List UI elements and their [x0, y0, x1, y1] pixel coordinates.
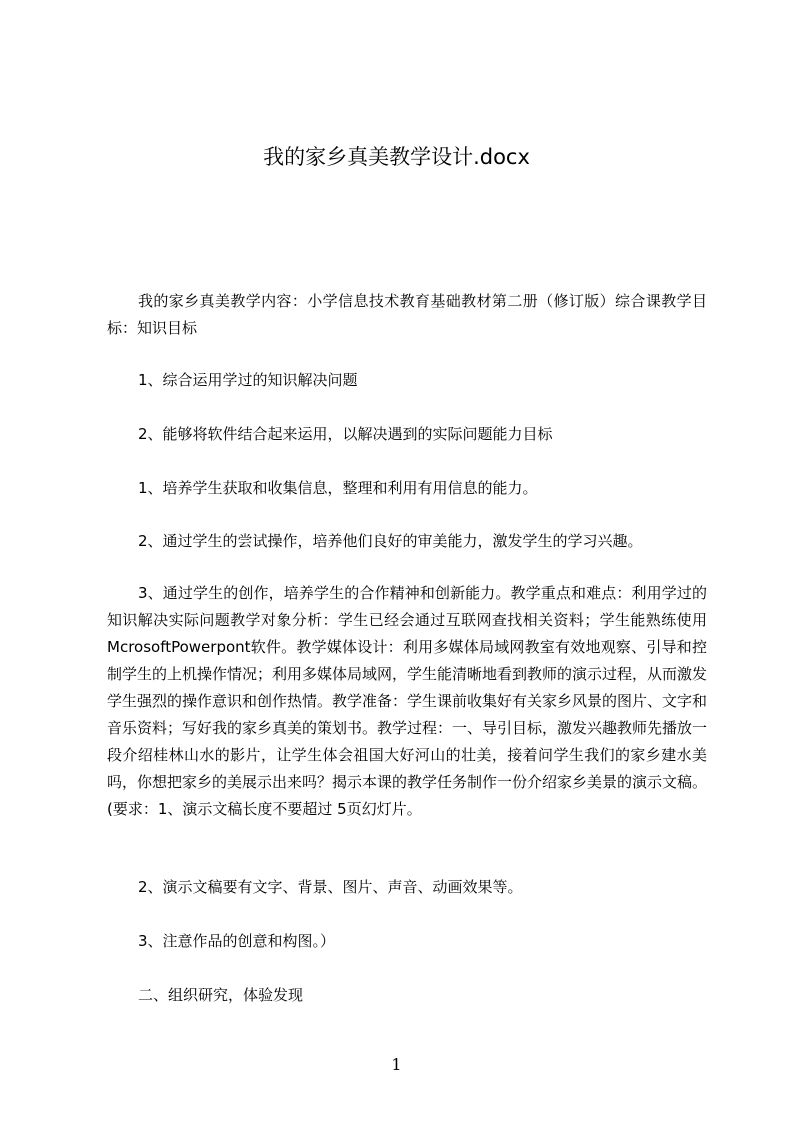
- paragraph-main-body: 3、通过学生的创作，培养学生的合作精神和创新能力。教学重点和难点：利用学过的知识解决实际问题教学对象分析：学生已经会通过互联网查找相关资料；学生能熟练使用McrosoftPowerpont软件。教学媒体设计：利用多媒体局域网教室有效地观察、引导和控制学生的上机操作情况；利用多媒体局域网，学生能清晰地看到教师的演示过程，从而激发学生强烈的操作意识和创作热情。教学准备：学生课前收集好有关家乡风景的图片、文字和音乐资料；写好我的家乡真美的策划书。教学过程：一、导引目标，激发兴趣教师先播放一段介绍桂林山水的影片，让学生体会祖国大好河山的壮美，接着问学生我们的家乡建水美吗，你想把家乡的美展示出来吗？揭示本课的教学任务制作一份介绍家乡美景的演示文稿。(要求：1、演示文稿长度不要超过 5页幻灯片。: [107, 584, 708, 818]
- paragraph-ability-goal-2: 2、通过学生的尝试操作，培养他们良好的审美能力，激发学生的学习兴趣。: [138, 532, 643, 550]
- document-title: 我的家乡真美教学设计.docx: [263, 145, 530, 169]
- paragraph-intro: 我的家乡真美教学内容：小学信息技术教育基础教材第二册（修订版）综合课教学目标：知识目标: [107, 292, 707, 337]
- paragraph-requirement-3: 3、注意作品的创意和构图。）: [138, 932, 336, 950]
- paragraph-requirement-2: 2、演示文稿要有文字、背景、图片、声音、动画效果等。: [138, 878, 523, 896]
- paragraph-section-two: 二、组织研究，体验发现: [138, 986, 304, 1004]
- paragraph-knowledge-goal-2: 2、能够将软件结合起来运用，以解决遇到的实际问题能力目标: [138, 425, 553, 443]
- paragraph-ability-goal-1: 1、培养学生获取和收集信息，整理和利用有用信息的能力。: [138, 479, 538, 497]
- paragraph-knowledge-goal-1: 1、综合运用学过的知识解决问题: [138, 371, 358, 389]
- page-number: 1: [391, 1055, 402, 1074]
